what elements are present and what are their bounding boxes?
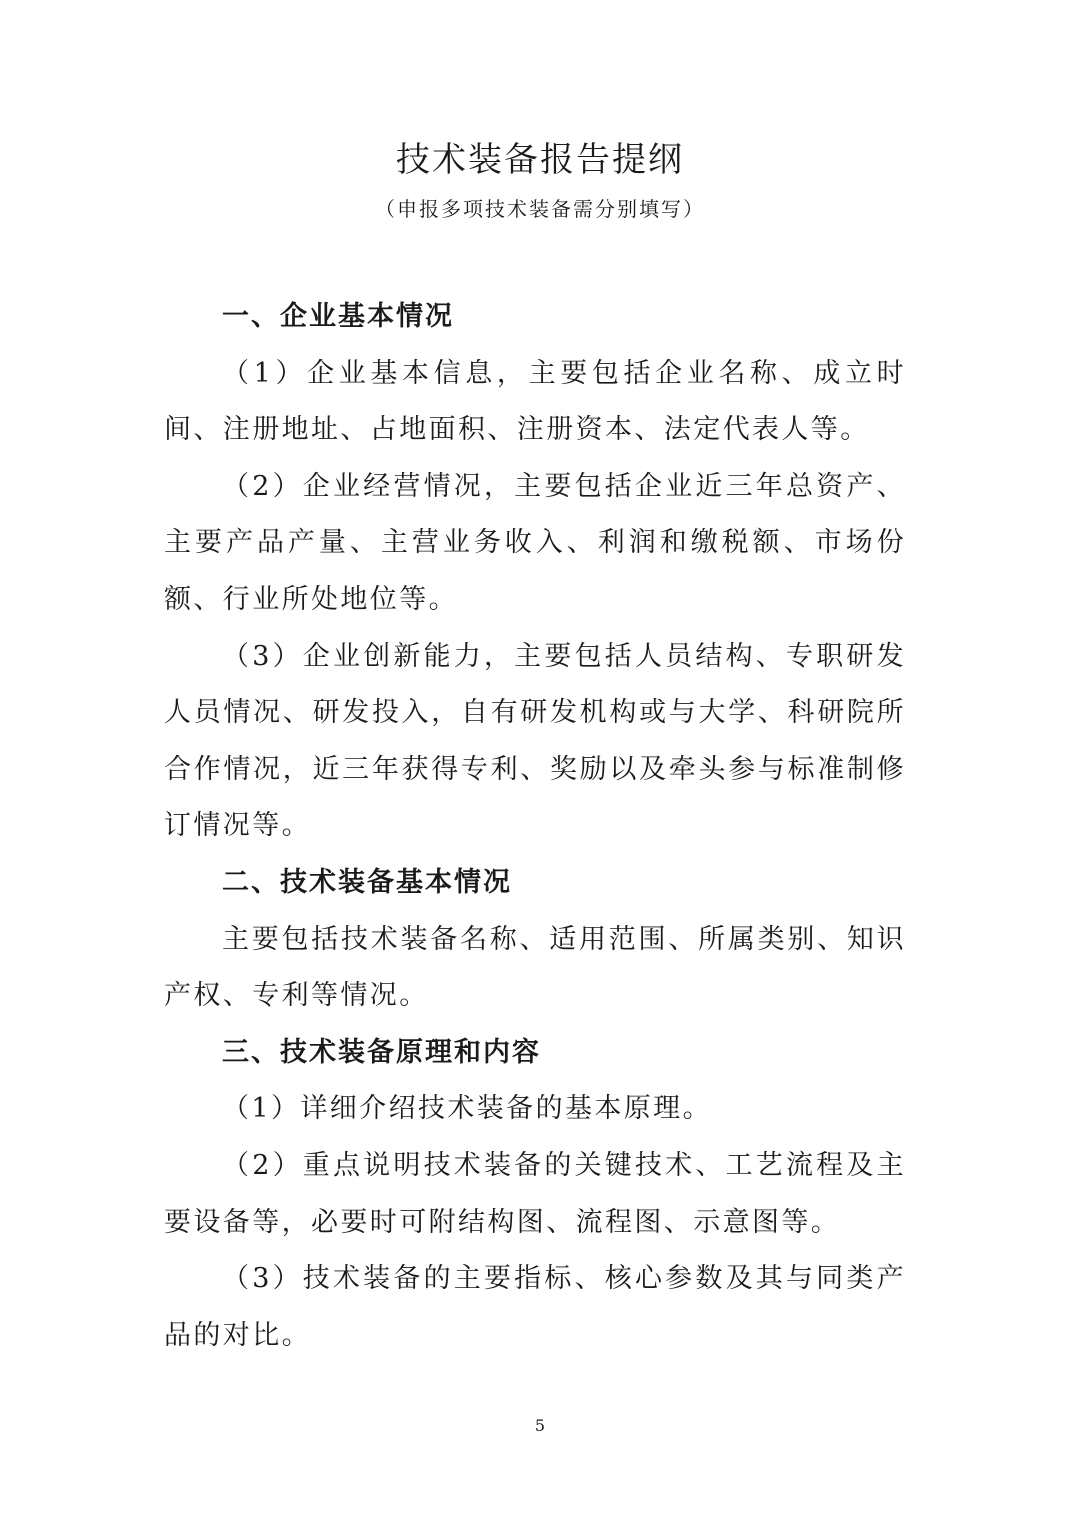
page-title: 技术装备报告提纲 — [396, 140, 684, 180]
paragraph: （1）企业基本信息，主要包括企业名称、成立时间、注册地址、占地面积、注册资本、法定代表人等。 — [164, 357, 906, 446]
paragraph: （2）企业经营情况，主要包括企业近三年总资产、主要产品产量、主营业务收入、利润和缴税额、市场份额、行业所处地位等。 — [164, 470, 906, 615]
section-heading-1: 一、企业基本情况 — [222, 301, 454, 332]
paragraph: （3）技术装备的主要指标、核心参数及其与同类产品的对比。 — [164, 1263, 906, 1351]
document-body — [164, 289, 906, 1364]
paragraph: （3）企业创新能力，主要包括人员结构、专职研发人员情况、研发投入，自有研发机构或与大学、科研院所合作情况，近三年获得专利、奖励以及牵头参与标准制修订情况等。 — [164, 640, 906, 842]
paragraph: （1）详细介绍技术装备的基本原理。 — [222, 1093, 712, 1125]
section-heading-2: 二、技术装备基本情况 — [222, 866, 512, 898]
page-subtitle: （申报多项技术装备需分别填写） — [375, 197, 705, 221]
paragraph: 主要包括技术装备名称、适用范围、所属类别、知识产权、专利等情况。 — [164, 923, 906, 1012]
page-number: 5 — [534, 1416, 546, 1435]
section-heading-3: 三、技术装备原理和内容 — [222, 1036, 541, 1068]
paragraph: （2）重点说明技术装备的关键技术、工艺流程及主要设备等，必要时可附结构图、流程图、示意图等。 — [164, 1149, 906, 1238]
